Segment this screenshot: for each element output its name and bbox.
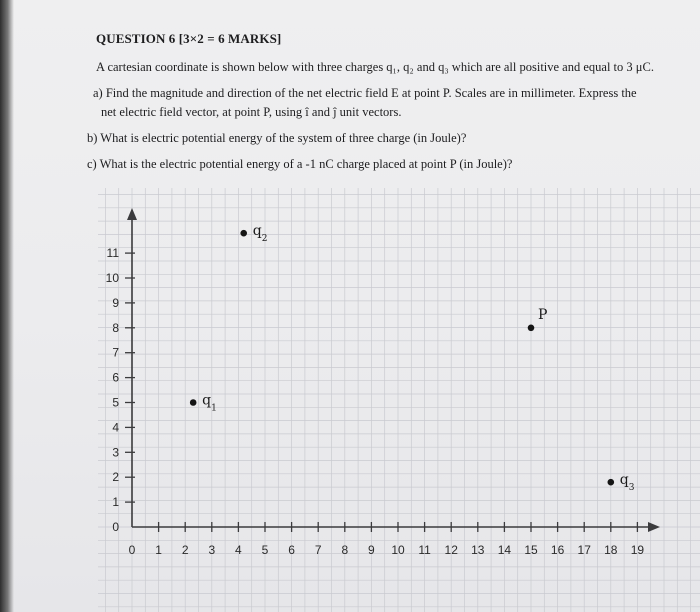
y-tick-label: 3	[112, 445, 119, 460]
x-tick-label: 14	[497, 543, 512, 557]
x-tick-label: 4	[235, 543, 242, 557]
q3-subscript: 3	[628, 483, 635, 494]
p-label: P	[538, 306, 548, 323]
y-tick-label: 8	[112, 320, 119, 335]
q3-dot	[608, 479, 615, 486]
x-tick-label: 9	[368, 543, 375, 557]
x-tick-label: 2	[181, 543, 189, 557]
q2-subscript: 2	[261, 234, 268, 245]
x-tick-label: 19	[630, 543, 645, 557]
part-c: c) What is the electric potential energy of a -1 nC charge placed at point P (in Joule)?	[87, 157, 513, 171]
y-axis-arrowhead	[127, 208, 137, 220]
y-tick-label: 5	[112, 395, 119, 410]
x-tick-label: 6	[288, 543, 295, 557]
axis-ticks	[106, 246, 645, 557]
part-b: b) What is electric potential energy of the system of three charge (in Joule)?	[87, 131, 467, 145]
question-intro: A cartesian coordinate is shown below with three charges q₁, q₂ and q₃ which are all positive and equal to 3 μC.	[96, 60, 654, 74]
x-tick-label: 5	[261, 543, 269, 557]
x-tick-label: 10	[391, 543, 405, 557]
x-tick-label: 1	[155, 543, 162, 557]
x-tick-label: 18	[604, 543, 618, 557]
q1-label: q	[202, 392, 212, 409]
q1-subscript: 1	[211, 403, 217, 414]
y-tick-label: 9	[112, 295, 119, 310]
y-tick-label: 1	[112, 495, 119, 510]
y-tick-label: 10	[105, 271, 119, 285]
y-tick-label: 7	[112, 345, 119, 360]
y-tick-label: 4	[112, 420, 119, 435]
x-tick-label: 3	[208, 543, 216, 557]
x-tick-label: 8	[341, 543, 349, 557]
x-tick-label: 7	[314, 543, 322, 557]
charges-and-point	[190, 223, 635, 493]
x-tick-label: 17	[577, 543, 591, 557]
x-tick-label: 15	[524, 543, 538, 557]
q2-dot	[240, 230, 247, 237]
part-a-line-1: a) Find the magnitude and direction of the net electric field E at point P. Scales are in millimeter. Express the	[93, 86, 637, 100]
x-tick-label: 12	[444, 543, 458, 557]
y-tick-label: 6	[112, 370, 119, 385]
q1-dot	[190, 399, 197, 406]
p-dot	[528, 325, 535, 332]
x-tick-label: 0	[128, 543, 136, 557]
x-tick-label: 11	[418, 543, 431, 557]
y-tick-label: 0	[112, 520, 119, 534]
q2-label: q	[252, 223, 262, 240]
question-title: QUESTION 6 [3×2 = 6 MARKS]	[96, 31, 282, 46]
y-tick-label: 11	[106, 246, 119, 261]
q3-label: q	[619, 472, 629, 489]
axes	[127, 208, 660, 532]
x-axis-arrowhead	[648, 522, 660, 532]
x-tick-label: 13	[471, 543, 485, 557]
part-a-line-2: net electric field vector, at point P, using î and ĵ unit vectors.	[101, 105, 402, 119]
y-tick-label: 2	[112, 470, 119, 485]
x-tick-label: 16	[550, 543, 565, 557]
